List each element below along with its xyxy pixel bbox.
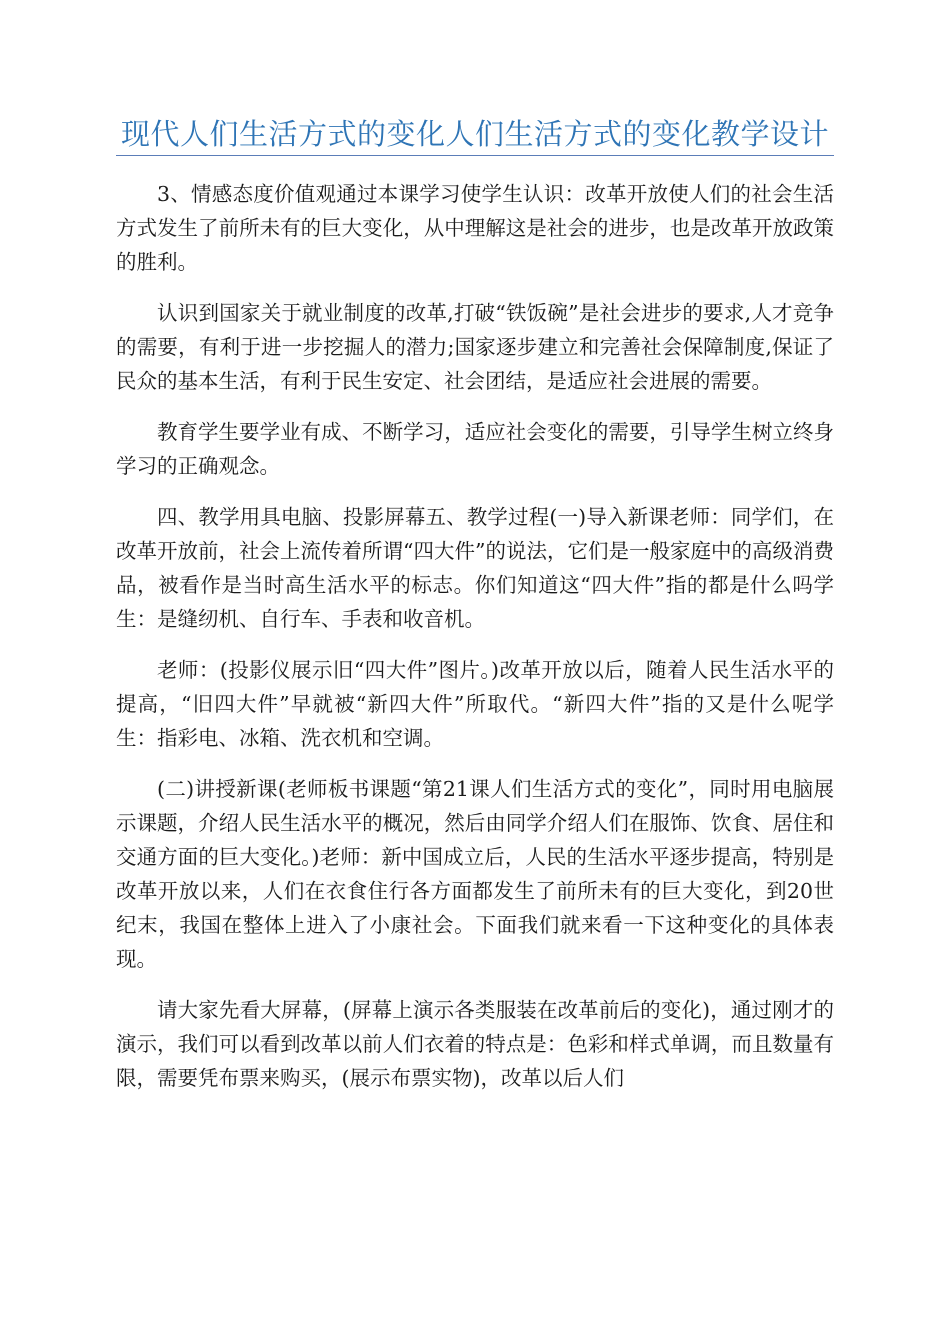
paragraph-new-lesson: (二)讲授新课(老师板书课题“第21课人们生活方式的变化”，同时用电脑展示课题，介绍人民生活水平的概况，然后由同学介绍人们在服饰、饮食、居住和交通方面的巨大变化。)老师：新中国成立后，人民的生活水平逐步提高，特别是改革开放以来，人们在衣食住行各方面都发生了前所未有的巨大变化，到20世纪末，我国在整体上进入了小康社会。下面我们就来看一下这种变化的具体表现。 — [116, 777, 834, 971]
document-body — [116, 177, 834, 1112]
paragraph-lifelong-learning: 教育学生要学业有成、不断学习，适应社会变化的需要，引导学生树立终身学习的正确观念。 — [116, 420, 834, 478]
document-title: 现代人们生活方式的变化人们生活方式的变化教学设计 — [120, 117, 829, 151]
title-underline — [116, 155, 834, 156]
paragraph-teaching-process-intro: 四、教学用具电脑、投影屏幕五、教学过程(一)导入新课老师：同学们，在改革开放前，社会上流传着所谓“四大件”的说法，它们是一般家庭中的高级消费品，被看作是当时高生活水平的标志。你们知道这“四大件”指的都是什么吗学生：是缝纫机、自行车、手表和收音机。 — [116, 505, 834, 631]
paragraph-new-four-items: 老师：(投影仪展示旧“四大件”图片。)改革开放以后，随着人民生活水平的提高，“旧四大件”早就被“新四大件”所取代。“新四大件”指的又是什么呢学生：指彩电、冰箱、洗衣机和空调。 — [116, 658, 834, 750]
paragraph-employment-reform: 认识到国家关于就业制度的改革,打破“铁饭碗”是社会进步的要求,人才竞争的需要，有利于进一步挖掘人的潜力;国家逐步建立和完善社会保障制度,保证了民众的基本生活，有利于民生安定、社会团结，是适应社会进展的需要。 — [116, 301, 834, 393]
paragraph-emotion-goals: 3、情感态度价值观通过本课学习使学生认识：改革开放使人们的社会生活方式发生了前所未有的巨大变化，从中理解这是社会的进步，也是改革开放政策的胜利。 — [116, 182, 834, 274]
paragraph-clothing-changes: 请大家先看大屏幕，(屏幕上演示各类服装在改革前后的变化)，通过刚才的演示，我们可以看到改革以前人们衣着的特点是：色彩和样式单调，而且数量有限，需要凭布票来购买，(展示布票实物)，改革以后人们 — [116, 998, 834, 1090]
